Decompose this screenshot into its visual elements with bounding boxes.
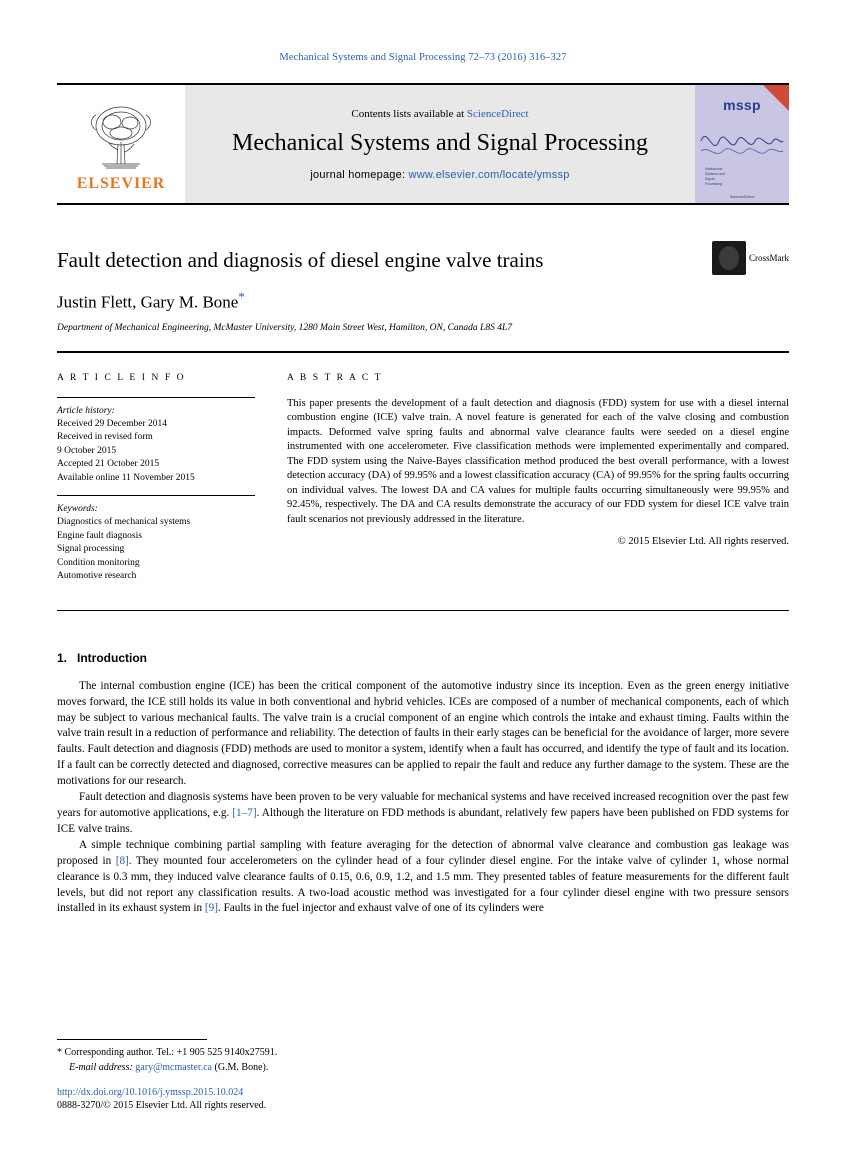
page-footer <box>57 1039 789 1111</box>
homepage-line <box>310 169 569 181</box>
sciencedirect-link[interactable]: ScienceDirect <box>466 107 529 120</box>
elsevier-wordmark: ELSEVIER <box>76 174 166 192</box>
homepage-label: journal homepage: <box>310 168 406 181</box>
email-link[interactable]: gary@mcmaster.ca <box>135 1061 212 1073</box>
corresponding-author-note: * Corresponding author. Tel.: +1 905 525 9140x27591. <box>57 1047 278 1058</box>
keywords-divider <box>57 495 255 496</box>
masthead-center <box>185 85 695 203</box>
citation-link[interactable]: [9] <box>204 902 218 915</box>
abstract-copyright: © 2015 Elsevier Ltd. All rights reserved. <box>617 536 789 548</box>
paragraph: Fault detection and diagnosis systems have been proven to be very valuable for mechanical systems and have received increased recognition over the past few years for automotive applications, e.g. [1–7]. Although the literature on FDD methods is abundant, relatively few papers have been published on FDD systems for ICE valve trains. <box>57 791 789 835</box>
keyword-item: Condition monitoring <box>57 557 140 568</box>
paragraph: A simple technique combining partial sampling with feature averaging for the detection of abnormal valve clearance and combustion gas leakage was proposed in [8]. They mounted four accelerometers on the cylinder head of a four cylinder diesel engine. For the intake valve of cylinder 1, whose normal clearance is 0.3 mm, they induced valve clearance faults of 0.15, 0.6, 0.9, 1.2, and 1.5 mm. They presented tables of feature measurements for the different fault levels, but did not report any classification results. A two-load acoustic method was investigated for a four cylinder diesel engine with two pressure sensors installed in its exhaust system in [9]. Faults in the fuel injector and exhaust valve of one of its cylinders were <box>57 838 789 915</box>
corresponding-author-marker[interactable]: * <box>238 289 245 305</box>
homepage-url-link[interactable]: www.elsevier.com/locate/ymssp <box>408 168 570 181</box>
title-divider <box>57 351 789 353</box>
journal-title: Mechanical Systems and Signal Processing <box>232 129 648 156</box>
history-item: Available online 11 November 2015 <box>57 472 195 483</box>
page-content <box>57 0 789 917</box>
abstract-text: This paper presents the development of a fault detection and diagnosis (FDD) system for use with a diesel internal combustion engine (ICE) valve train. A novel feature is generated for each of the valve closing and combustion impacts. Deformed valve spring faults and abnormal valve clearance faults were seeded on a diesel engine instrumented with one accelerometer. Five classification methods were implemented experimentally and compared. The FDD system using the Naive-Bayes classification method produced the best overall performance, with a lowest detection accuracy (DA) of 99.95% and a lowest classification accuracy (CA) of 99.95% for the spring faults occurring on individual valves. The lowest DA and CA values for multiple faults occurring simultaneously were 99.95% and 92.45%, respectively. The DA and CA results demonstrate the accuracy of our FDD system for diesel ICE valve train fault scenarios not previously addressed in the literature. <box>287 397 789 525</box>
keyword-item: Signal processing <box>57 544 125 555</box>
crossmark-label: CrossMark <box>749 253 789 263</box>
cover-publisher-label: ScienceDirect <box>729 194 755 199</box>
abstract-divider <box>57 610 789 611</box>
journal-cover-thumbnail <box>695 85 789 203</box>
affiliation: Department of Mechanical Engineering, McMaster University, 1280 Main Street West, Hamilton, ON, Canada L8S 4L7 <box>57 322 512 333</box>
section-heading-introduction <box>57 651 789 665</box>
article-info-heading: A R T I C L E I N F O <box>57 372 186 383</box>
journal-masthead <box>57 83 789 205</box>
abstract-column <box>287 373 789 584</box>
crossmark-icon <box>712 241 746 275</box>
elsevier-logo <box>57 85 185 203</box>
citation-link[interactable]: [8] <box>115 854 129 867</box>
section-number: 1. <box>57 650 68 665</box>
history-item: Received 29 December 2014 <box>57 418 167 429</box>
keyword-item: Diagnostics of mechanical systems <box>57 517 191 528</box>
email-label: E-mail address: <box>69 1061 133 1073</box>
author-names: Justin Flett, Gary M. Bone <box>57 292 239 312</box>
cover-title: mssp <box>723 97 761 113</box>
author-list <box>57 289 789 313</box>
article-info-column <box>57 373 287 584</box>
elsevier-tree-icon <box>84 100 158 174</box>
crossmark-badge[interactable] <box>712 241 789 275</box>
doi-link[interactable]: http://dx.doi.org/10.1016/j.ymssp.2015.10.024 <box>57 1087 244 1098</box>
page-title: Fault detection and diagnosis of diesel engine valve trains <box>57 248 544 272</box>
history-item: Received in revised form <box>57 432 153 443</box>
paragraph: The internal combustion engine (ICE) has been the critical component of the automotive industry since its inception. Even as the green energy initiative moves forward, the ICE still holds its value in both conventional and hybrid vehicles. ICEs are composed of a number of mechanical components, each of which may be subject to various mechanical faults. The valve train is a crucial component of an engine which controls the intake and exhaust timing. Faults within the valve train result in a reduction of performance and reliability. The detection of faults in their early stages can be beneficial for the avoidance of larger, more severe faults. Fault detection and diagnosis (FDD) methods are used to monitor a system, identify when a fault has occurred, and identify the type of fault and its location. If a fault can be correctly detected and diagnosed, corrective measures can be applied to repair the fault and reduce any further damage to the system. These are the motivations for our research. <box>57 679 789 788</box>
email-note <box>69 1061 789 1076</box>
contents-line <box>351 108 528 120</box>
citation-link[interactable]: [1–7] <box>232 807 257 819</box>
history-item: Accepted 21 October 2015 <box>57 459 160 470</box>
contents-prefix: Contents lists available at <box>351 107 465 120</box>
footnote-divider <box>57 1039 207 1040</box>
keywords-label: Keywords: <box>57 504 98 515</box>
cover-waveform-graphic <box>699 119 785 163</box>
article-info-divider <box>57 397 255 398</box>
abstract-heading: A B S T R A C T <box>287 372 383 383</box>
title-block <box>57 247 789 333</box>
keyword-item: Engine fault diagnosis <box>57 530 142 541</box>
cover-caption: Mechanical Systems and Signal Processing <box>705 167 725 187</box>
issn-copyright: 0888-3270/© 2015 Elsevier Ltd. All rights reserved. <box>57 1100 267 1111</box>
history-item: 9 October 2015 <box>57 445 117 456</box>
email-suffix: (G.M. Bone). <box>214 1061 269 1073</box>
article-history-label: Article history: <box>57 405 115 416</box>
running-head: Mechanical Systems and Signal Processing 72–73 (2016) 316–327 <box>279 52 567 63</box>
keyword-item: Automotive research <box>57 571 137 582</box>
section-title-text: Introduction <box>77 650 147 665</box>
body-text <box>57 679 789 918</box>
info-abstract-row <box>57 373 789 584</box>
